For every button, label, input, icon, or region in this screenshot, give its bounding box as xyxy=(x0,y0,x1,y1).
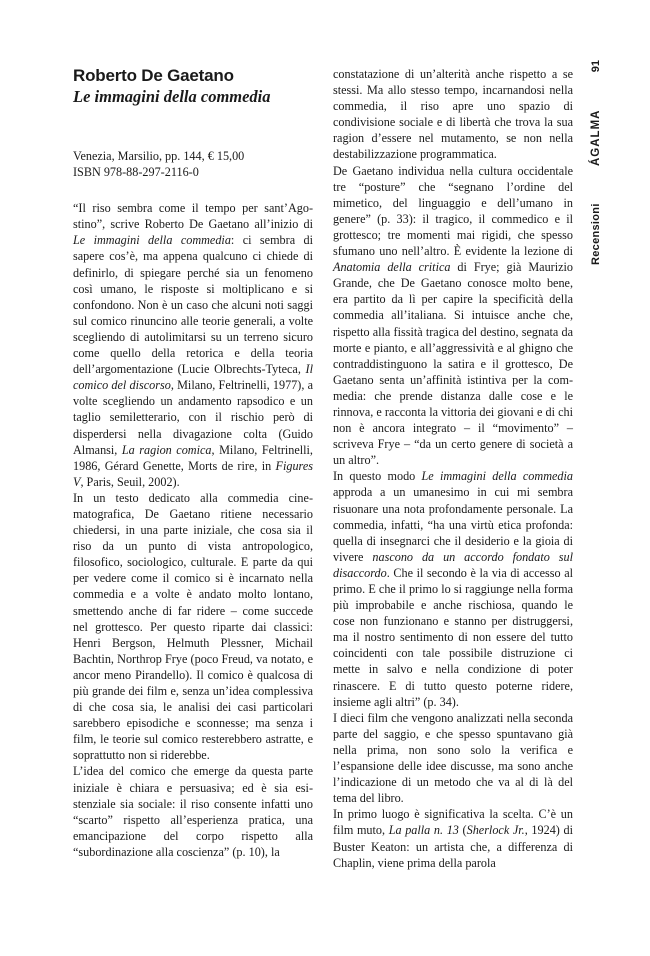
book-title: Le immagini della commedia xyxy=(73,87,271,106)
paragraph: In questo modo Le immagini della commedia approda a un umanesimo in cui mi sembra risuonare una nota profondamente personale. La commedia, infatti, “ha una virtù etica profonda: quella di insegnarci che il desiderio e la gioia di vivere nascono da un accordo fondato sul disaccordo. Che il secondo è la via di accesso al primo. E che il primo lo si raggiunge nella forma più improbabile e anche rischiosa, quando le cose non funzionano e stanno per distruggersi, ma il nostro sentimento di non essere del tutto coincidenti con tale possibile distruzione ci mette in salvo e nella condizione di poter rinascere. E di tutto questo poterne ridere, insieme agli altri” (p. 34). xyxy=(333,469,573,709)
paragraph: I dieci film che vengono analizzati nella seconda parte del saggio, e che spesso spuntavano già nella prima, non sono solo la verifica e l’espansione delle idee discusse, ma sono anche l’indicazione di un metodo che va al di là del tema del libro. xyxy=(333,710,573,806)
paragraph: constatazione di un’alterità anche rispetto a se stessi. Ma allo stesso tempo, incarnandosi nella commedia, il riso apre uno spazio di condivisione sociale e di libertà che trova la sua ragion d’essere nel mutamento, se non nella destabilizzazione programmatica. xyxy=(333,67,573,162)
left-column xyxy=(73,66,313,860)
paragraph: L’idea del comico che emerge da questa parte iniziale è chiara e persuasiva; ed è sia esistenziale sia sociale: il riso consente infatti uno “scarto” rispetto all’esperienza pratica, una emancipazione del corpo rispetto alla “subordinazione alla coscienza” (p. 10), la xyxy=(73,764,313,859)
page-number: 91 xyxy=(590,60,602,73)
review-author-heading: Roberto De Gaetano xyxy=(73,66,234,85)
right-column xyxy=(333,66,573,871)
paragraph: In un testo dedicato alla commedia cinematografica, De Gaetano ritiene necessario chiedersi, in una parte iniziale, che cosa sia il riso da un punto di vista antropologico, filosofico, sociologico, culturale. E parte da qui per vedere come il comico si è incarnato nella commedia e a volte è andato molto lontano, smettendo anche di far ridere – come succede nel grottesco. Per questo riparte dai classici: Henri Bergson, Helmuth Plessner, Michail Bachtin, Northrop Frye (poco Freud, va notato, e ancor meno Pirandello). Il comico è qualcosa di più grande dei film e, senza un’idea complessiva di che cosa sia, le analisi dei casi particolari sarebbero episodiche e sconnesse; ma senza i film, le teorie sul comico resterebbero astratte, e soprattutto non si riderebbe. xyxy=(73,490,313,763)
publication-info xyxy=(73,148,313,180)
paragraph: “Il riso sembra come il tempo per sant’Agostino”, scrive Roberto De Gaetano all’inizio di Le immagini della commedia: ci sembra di sapere cos’è, ma appena qualcuno ci chiede di definirlo, di spiegare perché sia un fenomeno così umano, le risposte si moltiplicano e si confondono. Non è un caso che alcuni noti saggi sul comico rinuncino alle teorie generali, a volte scegliendo di autolimitarsi su un terreno sicuro come quello della retorica e della teoria dell’argomentazione (Lucie Olbrechts-Tyteca, Il comico del discorso, Milano, Feltrinelli, 1977), a volte scegliendo un andamento rapsodico e un taglio semiletterario, con il rischio però di disperdersi nella divagazione colta (Guido Almansi, La ragion comica, Milano, Feltrinelli, 1986, Gérard Genette, Morts de rire, in Figures V, Paris, Seuil, 2002). xyxy=(73,201,313,489)
paragraph: De Gaetano individua nella cultura occidentale tre “posture” che “segnano l’ordine del mimetico, del linguaggio e dell’umano in genere” (p. 33): il tragico, il commedico e il grottesco; tre momenti mai rigidi, che spesso sfumano uno nell’altro. È evidente la lezione di Anatomia della critica di Frye; già Maurizio Grande, che De Gaetano conosce molto bene, era partito da lì per capire la specificità della commedia all’italiana. Si intuisce anche che, rispetto alla fissità tragica del destino, segnata da morte e pianto, e all’aggressività e al ghigno che contraddistinguono la satira e il grottesco, De Gaetano senta un’affinità istintiva per la commedia: che prende distanza dalle cose e le rinnova, e racconta la vittoria dei giovani e di chi non è ancora integrato – il “movimento” – scriveva Frye – “da un certo genere di società a un altro”. xyxy=(333,163,573,468)
paragraph: In primo luogo è significativa la scelta. C’è un film muto, La palla n. 13 (Sherlock Jr., 1924) di Buster Keaton: un artista che, a differenza di Chaplin, viene prima della parola xyxy=(333,807,573,870)
running-header xyxy=(585,60,615,270)
section-label: Recensioni xyxy=(590,203,602,265)
magazine-name: ÁGALMA xyxy=(590,109,602,167)
isbn-line: ISBN 978-88-297-2116-0 xyxy=(73,165,199,180)
publisher-line: Venezia, Marsilio, pp. 144, € 15,00 xyxy=(73,149,245,163)
